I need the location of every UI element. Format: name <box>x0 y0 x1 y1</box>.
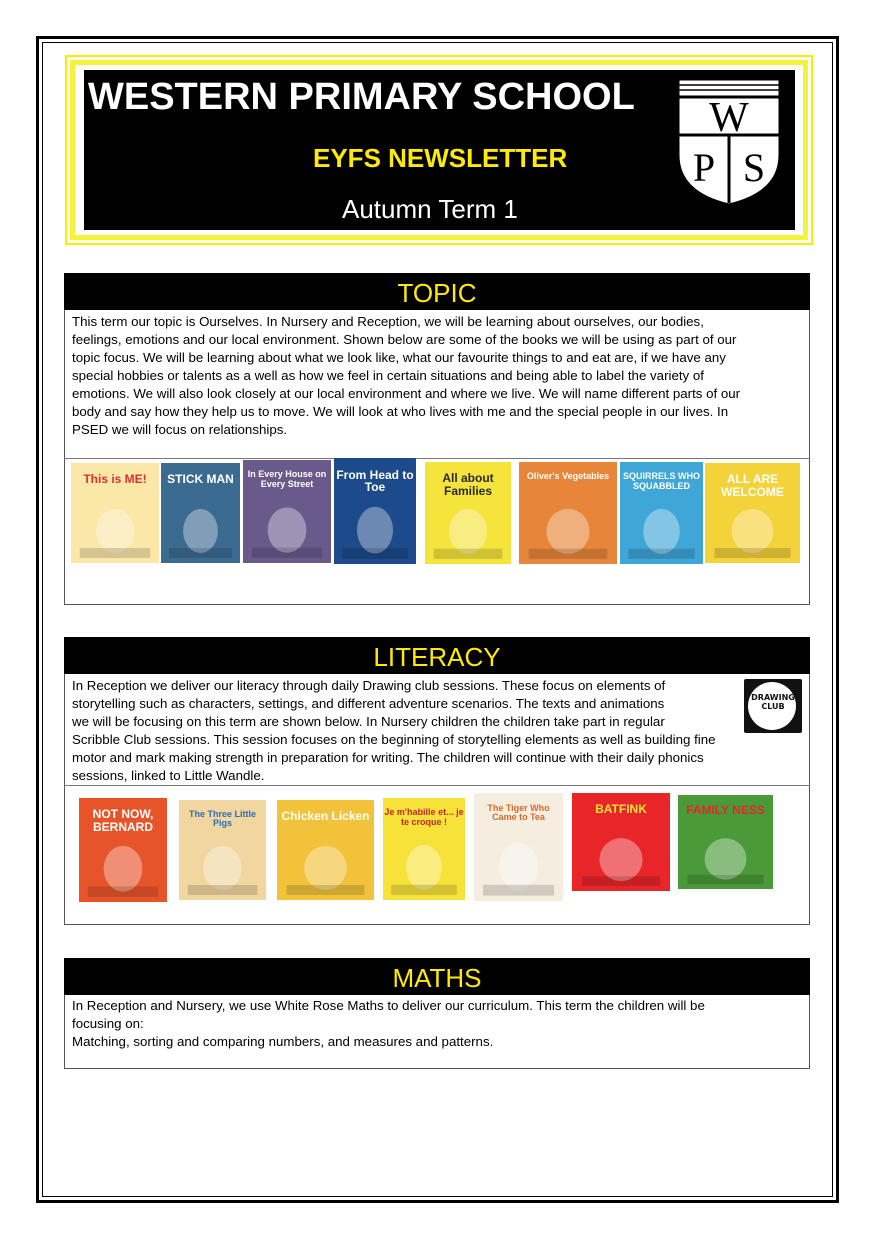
literacy-book-cover <box>79 798 167 902</box>
topic-book-title: In Every House on Every Street <box>247 469 327 489</box>
literacy-book-cover <box>474 793 563 901</box>
topic-line: This term our topic is Ourselves. In Nursery and Reception, we will be learning about ourselves, our bodies, <box>72 314 704 329</box>
literacy-line: we will be focusing on this term are shown below. In Nursery children the children take part in regular <box>72 714 665 729</box>
school-crest-logo <box>672 75 786 207</box>
topic-line: emotions. We will also look closely at our local environment and where we live. We will name different parts of our <box>72 386 741 401</box>
literacy-book-title: Chicken Licken <box>281 809 370 823</box>
literacy-book-cover <box>678 795 773 889</box>
topic-book-title: This is ME! <box>83 472 147 486</box>
topic-divider <box>64 458 810 459</box>
drawing-club-logo <box>744 679 802 733</box>
maths-line: focusing on: <box>72 1016 144 1031</box>
topic-book-title: STICK MAN <box>167 472 234 486</box>
literacy-line: storytelling such as characters, settings, and different adventure scenarios. The texts and animations <box>72 696 665 711</box>
literacy-book-title: NOT NOW, BERNARD <box>92 807 154 834</box>
newsletter-title: EYFS NEWSLETTER <box>313 143 568 173</box>
term-title: Autumn Term 1 <box>342 194 518 224</box>
crest-letter-s: S <box>742 145 766 190</box>
maths-heading: MATHS <box>64 958 810 995</box>
literacy-heading: LITERACY <box>64 637 810 674</box>
topic-book-title: Oliver's Vegetables <box>526 471 610 482</box>
topic-book-title: SQUIRRELS WHO SQUABBLED <box>622 471 700 491</box>
topic-book-cover <box>161 463 240 563</box>
topic-book-title: All about Families <box>442 471 494 498</box>
literacy-divider <box>64 785 810 786</box>
literacy-line: sessions, linked to Little Wandle. <box>72 768 265 783</box>
topic-line: PSED we will focus on relationships. <box>72 422 288 437</box>
topic-book-cover <box>620 462 703 564</box>
topic-book-cover <box>425 462 511 564</box>
literacy-book-cover <box>383 798 465 900</box>
crest-letter-p: P <box>692 145 716 190</box>
topic-book-cover <box>243 460 331 563</box>
topic-line: special hobbies or talents as a well as how we feel in certain situations and being able to label the variety of <box>72 368 704 383</box>
topic-book-title: From Head to Toe <box>336 467 414 495</box>
school-name: WESTERN PRIMARY SCHOOL <box>88 76 635 118</box>
literacy-book-title: The Three Little Pigs <box>188 809 256 829</box>
topic-line: body and say how they help us to move. We will look at who lives with me and the special people in our lives. In <box>72 404 729 419</box>
literacy-book-cover <box>572 793 670 891</box>
literacy-book-cover <box>179 800 266 900</box>
drawing-club-label: DRAWING CLUB <box>751 693 795 711</box>
maths-line: In Reception and Nursery, we use White Rose Maths to deliver our curriculum. This term the children will be <box>72 998 705 1013</box>
crest-letter-w: W <box>709 95 749 141</box>
literacy-book-title: The Tiger Who Came to Tea <box>487 802 550 823</box>
topic-heading: TOPIC <box>64 273 810 310</box>
topic-book-cover <box>334 458 416 564</box>
topic-line: topic focus. We will be learning about what we look like, what our favourite things to and eat are, if we have any <box>72 350 726 365</box>
literacy-book-title: FAMILY NESS <box>686 803 765 818</box>
topic-book-cover <box>71 463 159 563</box>
maths-line: Matching, sorting and comparing numbers, and measures and patterns. <box>72 1034 494 1049</box>
literacy-book-title: BATFINK <box>595 801 647 816</box>
topic-book-cover <box>705 463 800 563</box>
topic-line: feelings, emotions and our local environment. Shown below are some of the books we will be using as part of our <box>72 332 737 347</box>
literacy-line: In Reception we deliver our literacy through daily Drawing club sessions. These focus on elements of <box>72 678 666 693</box>
literacy-book-cover <box>277 800 374 900</box>
topic-book-cover <box>519 462 617 564</box>
literacy-book-title: Je m'habille et... je te croque ! <box>384 807 464 827</box>
topic-book-title: ALL ARE WELCOME <box>721 472 784 499</box>
literacy-line: Scribble Club sessions. This session focuses on the beginning of storytelling elements as well as building fine <box>72 732 716 747</box>
literacy-line: motor and mark making strength in preparation for writing. The children will continue with their daily phonics <box>72 750 704 765</box>
